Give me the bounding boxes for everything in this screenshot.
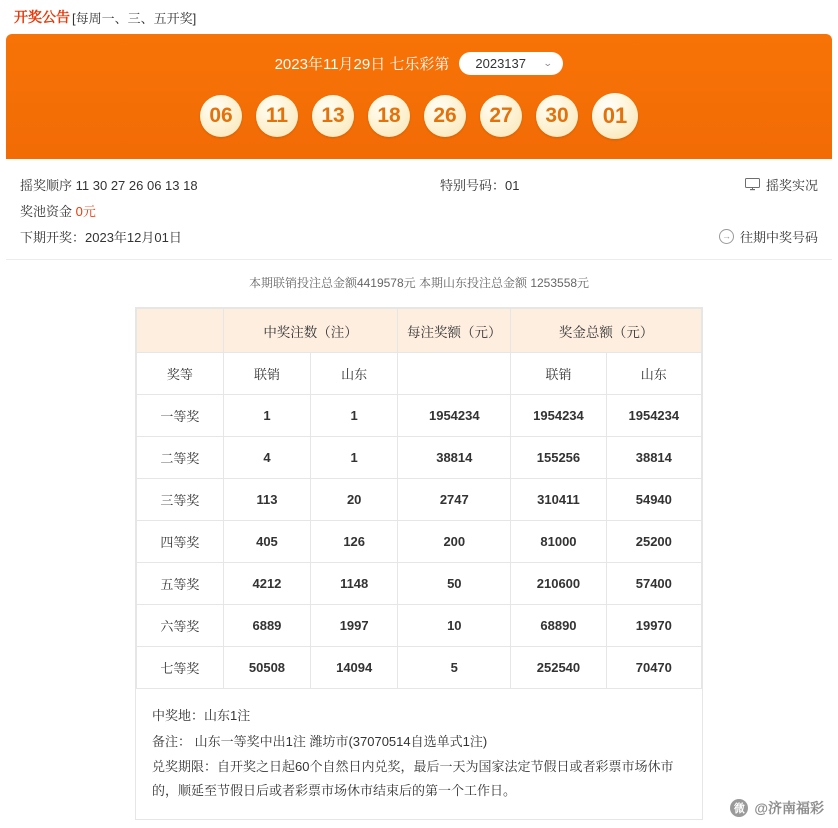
cell-sum-lianxiao: 81000 [511, 521, 606, 563]
cell-each: 1954234 [398, 395, 511, 437]
ball: 30 [536, 95, 578, 137]
cell-each: 50 [398, 563, 511, 605]
table-row [137, 521, 702, 563]
info-row-pool [20, 197, 818, 223]
head-count-lianxiao: 联销 [223, 353, 310, 395]
table-row [137, 563, 702, 605]
head-count: 中奖注数（注） [223, 309, 397, 353]
cell-sum-shandong: 38814 [606, 437, 701, 479]
cell-count-lianxiao: 113 [223, 479, 310, 521]
table-row [137, 479, 702, 521]
next-draw-value: 2023年12月01日 [85, 229, 182, 245]
cell-count-shandong: 20 [311, 479, 398, 521]
order-label: 摇奖顺序 [20, 177, 73, 193]
order-cell [20, 175, 440, 194]
order-value: 11 30 27 26 06 13 18 [75, 177, 198, 193]
cell-count-shandong: 1 [311, 395, 398, 437]
cell-sum-lianxiao: 310411 [511, 479, 606, 521]
special-ball: 01 [592, 93, 638, 139]
head-sum-shandong: 山东 [606, 353, 701, 395]
draw-hero [6, 34, 832, 159]
cell-each: 38814 [398, 437, 511, 479]
next-draw-cell [20, 227, 440, 246]
note-claim-period: 兑奖期限：自开奖之日起60个自然日内兑奖，最后一天为国家法定节假日或者彩票市场休市的，顺延至节假日后或者彩票市场休市结束后的第一个工作日。 [152, 759, 674, 798]
cell-level: 五等奖 [137, 563, 224, 605]
announcement-subtitle: [每周一、三、五开奖] [72, 10, 197, 26]
draw-header-line [6, 52, 832, 75]
pool-value: 0元 [75, 203, 96, 219]
cell-sum-lianxiao: 68890 [511, 605, 606, 647]
table-row [137, 605, 702, 647]
head-each: 每注奖额（元） [398, 309, 511, 353]
note-remark: 备注： 山东一等奖中出1注 潍坊市(37070514自选单式1注) [152, 734, 488, 749]
cell-each: 2747 [398, 479, 511, 521]
head-each-blank [398, 353, 511, 395]
watermark [730, 798, 824, 818]
arrow-right-icon: → [719, 229, 734, 244]
head-level: 奖等 [137, 353, 224, 395]
cell-sum-lianxiao: 252540 [511, 647, 606, 689]
prize-table [136, 308, 702, 689]
pool-cell [20, 201, 440, 220]
head-blank [137, 309, 224, 353]
special-label: 特别号码： [440, 177, 506, 193]
cell-sum-lianxiao: 155256 [511, 437, 606, 479]
cell-count-lianxiao: 4212 [223, 563, 310, 605]
cell-count-lianxiao: 4 [223, 437, 310, 479]
cell-level: 七等奖 [137, 647, 224, 689]
totals-text: 本期联销投注总金额4419578元 本期山东投注总金额 1253558元 [248, 276, 590, 290]
cell-sum-lianxiao: 1954234 [511, 395, 606, 437]
ball: 11 [256, 95, 298, 137]
note-location: 中奖地：山东1注 [152, 708, 251, 723]
cell-count-lianxiao: 6889 [223, 605, 310, 647]
cell-count-shandong: 1997 [311, 605, 398, 647]
cell-level: 三等奖 [137, 479, 224, 521]
cell-level: 四等奖 [137, 521, 224, 563]
cell-count-shandong: 1 [311, 437, 398, 479]
ball: 18 [368, 95, 410, 137]
table-row [137, 437, 702, 479]
watermark-text: @济南福彩 [754, 800, 824, 816]
ball: 26 [424, 95, 466, 137]
cell-count-lianxiao: 50508 [223, 647, 310, 689]
cell-level: 六等奖 [137, 605, 224, 647]
cell-count-shandong: 14094 [311, 647, 398, 689]
cell-count-shandong: 1148 [311, 563, 398, 605]
cell-sum-shandong: 25200 [606, 521, 701, 563]
info-row-next [20, 223, 818, 249]
cell-sum-shandong: 57400 [606, 563, 701, 605]
head-count-shandong: 山东 [311, 353, 398, 395]
history-link[interactable] [700, 227, 818, 246]
cell-sum-lianxiao: 210600 [511, 563, 606, 605]
special-value: 01 [505, 177, 520, 193]
draw-info [6, 159, 832, 260]
table-row [137, 395, 702, 437]
cell-each: 10 [398, 605, 511, 647]
ball: 13 [312, 95, 354, 137]
cell-sum-shandong: 54940 [606, 479, 701, 521]
prize-table-wrap [135, 307, 703, 689]
table-row [137, 647, 702, 689]
next-draw-label: 下期开奖： [20, 229, 86, 245]
winning-numbers [6, 93, 832, 139]
cell-count-lianxiao: 405 [223, 521, 310, 563]
pool-label: 奖池资金 [20, 203, 73, 219]
cell-count-lianxiao: 1 [223, 395, 310, 437]
cell-level: 一等奖 [137, 395, 224, 437]
monitor-icon [745, 178, 760, 191]
special-cell [440, 175, 700, 194]
table-head-main [137, 309, 702, 353]
cell-each: 5 [398, 647, 511, 689]
head-sum-lianxiao: 联销 [511, 353, 606, 395]
issue-select[interactable] [459, 52, 563, 75]
live-draw-link[interactable] [700, 175, 818, 194]
cell-sum-shandong: 19970 [606, 605, 701, 647]
history-label: 往期中奖号码 [739, 229, 818, 245]
table-head-sub [137, 353, 702, 395]
cell-sum-shandong: 1954234 [606, 395, 701, 437]
cell-count-shandong: 126 [311, 521, 398, 563]
info-row-order [20, 171, 818, 197]
announcement-bar [0, 0, 838, 34]
cell-sum-shandong: 70470 [606, 647, 701, 689]
ball: 27 [480, 95, 522, 137]
cell-each: 200 [398, 521, 511, 563]
ball: 06 [200, 95, 242, 137]
draw-date-text: 2023年11月29日 七乐彩第 [274, 56, 450, 73]
chevron-down-icon: ⌄ [542, 58, 553, 68]
cell-level: 二等奖 [137, 437, 224, 479]
announcement-title: 开奖公告 [14, 9, 70, 25]
head-sum: 奖金总额（元） [511, 309, 702, 353]
notes-block [135, 689, 703, 820]
live-draw-label: 摇奖实况 [765, 177, 818, 193]
issue-select-value: 2023137 [475, 56, 527, 71]
weibo-icon: 微 [730, 799, 748, 817]
